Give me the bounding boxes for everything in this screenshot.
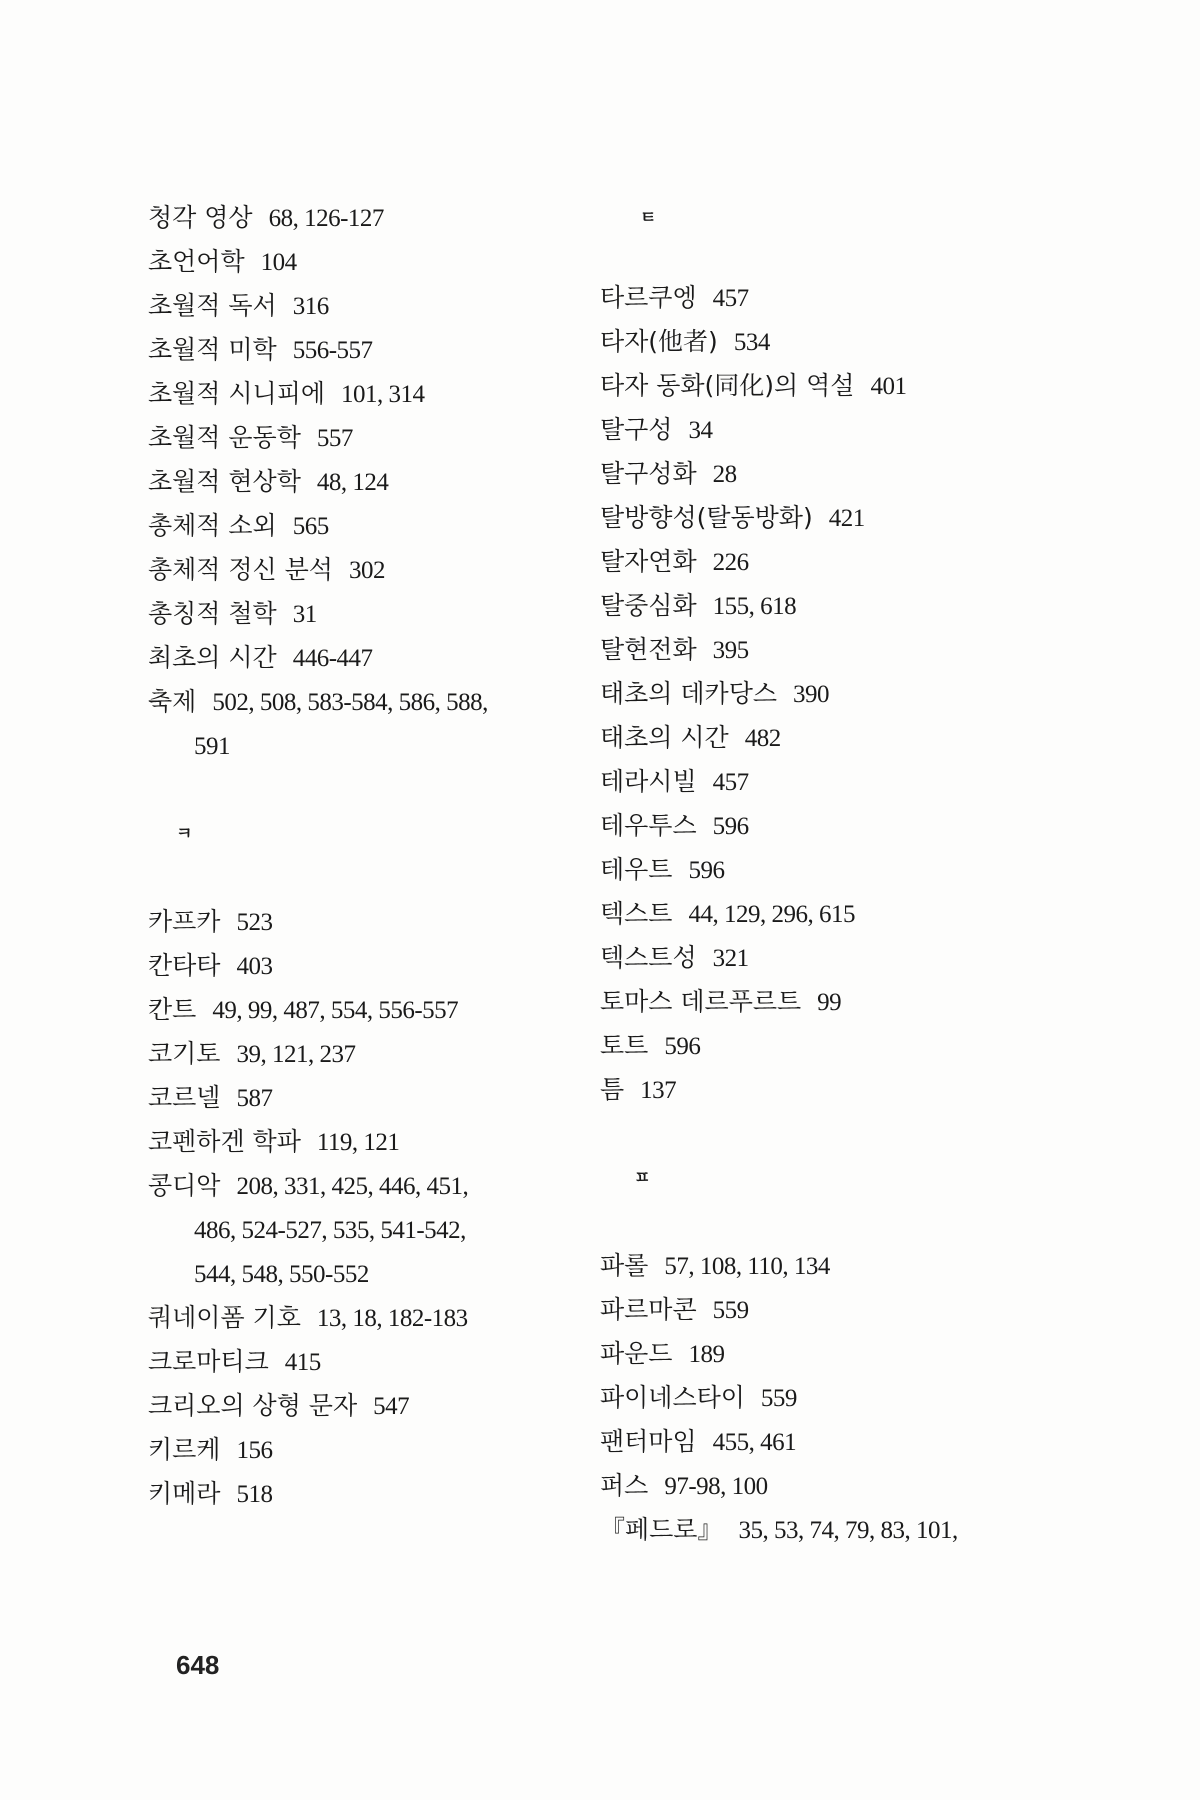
index-entry [148,460,578,504]
index-pages: 596 [712,813,749,840]
index-entry [600,276,1030,320]
index-column-right [600,196,1030,1552]
index-term: 탈구성 [600,415,673,444]
index-pages: 556-557 [292,337,373,364]
index-pages: 44, 129, 296, 615 [688,901,855,928]
index-pages: 403 [236,953,273,980]
index-pages: 523 [236,909,273,936]
index-pages: 31 [292,601,317,628]
index-entry [148,284,578,328]
index-pages: 316 [292,293,329,320]
index-term: 코기토 [148,1039,221,1068]
index-entry [600,804,1030,848]
index-pages: 482 [744,725,781,752]
index-pages: 486, 524-527, 535, 541-542, [194,1217,466,1244]
index-entry [600,496,1030,540]
index-pages: 502, 508, 583-584, 586, 588, [212,689,488,716]
index-entry [148,944,578,988]
index-entry [148,592,578,636]
index-term: 최초의 시간 [148,643,277,672]
index-entry-continuation [148,724,578,768]
index-pages: 39, 121, 237 [236,1041,356,1068]
index-entry [600,1068,1030,1112]
index-pages: 544, 548, 550-552 [194,1261,369,1288]
index-pages: 189 [688,1341,725,1368]
index-pages: 13, 18, 182-183 [316,1305,468,1332]
index-entry [148,1428,578,1472]
index-entry [148,1384,578,1428]
index-term: 탈방향성(탈동방화) [600,503,813,532]
section-spacer [600,1112,1030,1156]
index-term: 콩디악 [148,1171,221,1200]
index-pages: 97-98, 100 [664,1473,768,1500]
index-term: 쿼네이폼 기호 [148,1303,301,1332]
index-pages: 35, 53, 74, 79, 83, 101, [738,1517,958,1544]
index-pages: 119, 121 [316,1129,400,1156]
index-term: 타르쿠엥 [600,283,697,312]
index-term: 탈구성화 [600,459,697,488]
index-term: 텍스트 [600,899,673,928]
index-term: 코르넬 [148,1083,221,1112]
index-term: 코펜하겐 학파 [148,1127,301,1156]
index-term: 파롤 [600,1251,649,1280]
index-entry [148,1164,578,1208]
index-pages: 395 [712,637,749,664]
index-entry [600,1464,1030,1508]
index-pages: 559 [760,1385,797,1412]
index-entry [600,760,1030,804]
index-term: 총칭적 철학 [148,599,277,628]
index-entry-continuation [148,1252,578,1296]
index-pages: 547 [373,1393,410,1420]
index-term: 테우투스 [600,811,697,840]
index-pages: 534 [733,329,770,356]
index-entry [148,196,578,240]
index-entry [148,988,578,1032]
index-term: 토트 [600,1031,649,1060]
section-heading-t: ㅌ [640,208,657,228]
index-term: 태초의 시간 [600,723,729,752]
index-term: 총체적 정신 분석 [148,555,333,584]
index-entry [148,636,578,680]
index-pages: 104 [260,249,297,276]
index-entry [600,1508,1030,1552]
index-term: 태초의 데카당스 [600,679,777,708]
index-entry [600,848,1030,892]
index-pages: 99 [817,989,842,1016]
index-pages: 557 [316,425,353,452]
index-entry [600,408,1030,452]
index-term: 탈중심화 [600,591,697,620]
index-term: 칸타타 [148,951,221,980]
index-pages: 457 [712,769,749,796]
index-pages: 587 [236,1085,273,1112]
index-entry [148,372,578,416]
index-pages: 415 [284,1349,321,1376]
index-pages: 596 [688,857,725,884]
index-term: 틈 [600,1075,625,1104]
index-term: 크로마티크 [148,1347,269,1376]
index-pages: 457 [712,285,749,312]
index-entry [600,584,1030,628]
index-term: 키르케 [148,1435,221,1464]
index-term: 초월적 시니피에 [148,379,325,408]
index-term: 청각 영상 [148,203,253,232]
index-pages: 101, 314 [341,381,425,408]
index-pages: 34 [688,417,713,444]
index-pages: 156 [236,1437,273,1464]
index-term: 테라시빌 [600,767,697,796]
index-pages: 137 [640,1077,677,1104]
index-pages: 401 [870,373,907,400]
index-term: 타자(他者) [600,327,718,356]
index-pages: 48, 124 [316,469,389,496]
index-term: 축제 [148,687,197,716]
index-entry [600,364,1030,408]
index-pages: 321 [712,945,749,972]
index-entry [600,540,1030,584]
index-entry [600,1420,1030,1464]
index-entry [600,1024,1030,1068]
index-entry [148,900,578,944]
index-entry [600,892,1030,936]
index-term: 탈현전화 [600,635,697,664]
index-entry [148,548,578,592]
index-entry [148,680,578,724]
index-column-left [148,196,578,1516]
index-entry [600,320,1030,364]
index-entry [600,1332,1030,1376]
section-spacer [148,768,578,812]
index-entry [600,1288,1030,1332]
index-entry [600,980,1030,1024]
index-pages: 596 [664,1033,701,1060]
section-spacer [600,240,1030,276]
index-pages: 155, 618 [712,593,797,620]
section-spacer [148,856,578,900]
index-term: 초월적 미학 [148,335,277,364]
index-entry [148,1340,578,1384]
index-entry [600,716,1030,760]
index-entry [148,1076,578,1120]
index-entry [600,628,1030,672]
index-entry [148,504,578,548]
index-entry [148,240,578,284]
index-term: 탈자연화 [600,547,697,576]
index-term: 파이네스타이 [600,1383,745,1412]
index-term: 타자 동화(同化)의 역설 [600,371,855,400]
index-pages: 57, 108, 110, 134 [664,1253,830,1280]
index-term: 파르마콘 [600,1295,697,1324]
index-entry [600,452,1030,496]
section-spacer [600,1200,1030,1244]
index-term: 토마스 데르푸르트 [600,987,802,1016]
index-entry [600,1376,1030,1420]
index-term: 크리오의 상형 문자 [148,1391,358,1420]
index-pages: 208, 331, 425, 446, 451, [236,1173,469,1200]
index-term: 팬터마임 [600,1427,697,1456]
index-term: 칸트 [148,995,197,1024]
index-entry [148,328,578,372]
index-entry [148,416,578,460]
index-pages: 518 [236,1481,273,1508]
index-entry [148,1120,578,1164]
index-pages: 49, 99, 487, 554, 556-557 [212,997,459,1024]
index-entry [600,1244,1030,1288]
index-pages: 446-447 [292,645,373,672]
index-pages: 565 [292,513,329,540]
index-term: 초월적 운동학 [148,423,301,452]
index-term: 총체적 소외 [148,511,277,540]
index-term: 키메라 [148,1479,221,1508]
index-term: 『페드로』 [600,1515,723,1544]
index-pages: 68, 126-127 [268,205,384,232]
index-term: 파운드 [600,1339,673,1368]
index-term: 텍스트성 [600,943,697,972]
index-pages: 559 [712,1297,749,1324]
section-heading-p: ㅍ [634,1168,651,1188]
index-entry [148,1032,578,1076]
index-term: 초언어학 [148,247,245,276]
page-number: 648 [176,1650,220,1680]
index-term: 초월적 현상학 [148,467,301,496]
index-term: 초월적 독서 [148,291,277,320]
index-term: 카프카 [148,907,221,936]
index-entry [600,672,1030,716]
index-entry [148,1472,578,1516]
index-pages: 390 [793,681,829,708]
index-pages: 455, 461 [712,1429,797,1456]
index-term: 퍼스 [600,1471,649,1500]
index-entry [600,936,1030,980]
index-term: 테우트 [600,855,673,884]
index-entry [148,1296,578,1340]
index-pages: 28 [712,461,737,488]
index-pages: 226 [712,549,749,576]
index-pages: 421 [828,505,865,532]
index-entry-continuation [148,1208,578,1252]
index-pages: 591 [194,733,230,760]
index-pages: 302 [348,557,385,584]
section-heading-k: ㅋ [176,824,193,844]
